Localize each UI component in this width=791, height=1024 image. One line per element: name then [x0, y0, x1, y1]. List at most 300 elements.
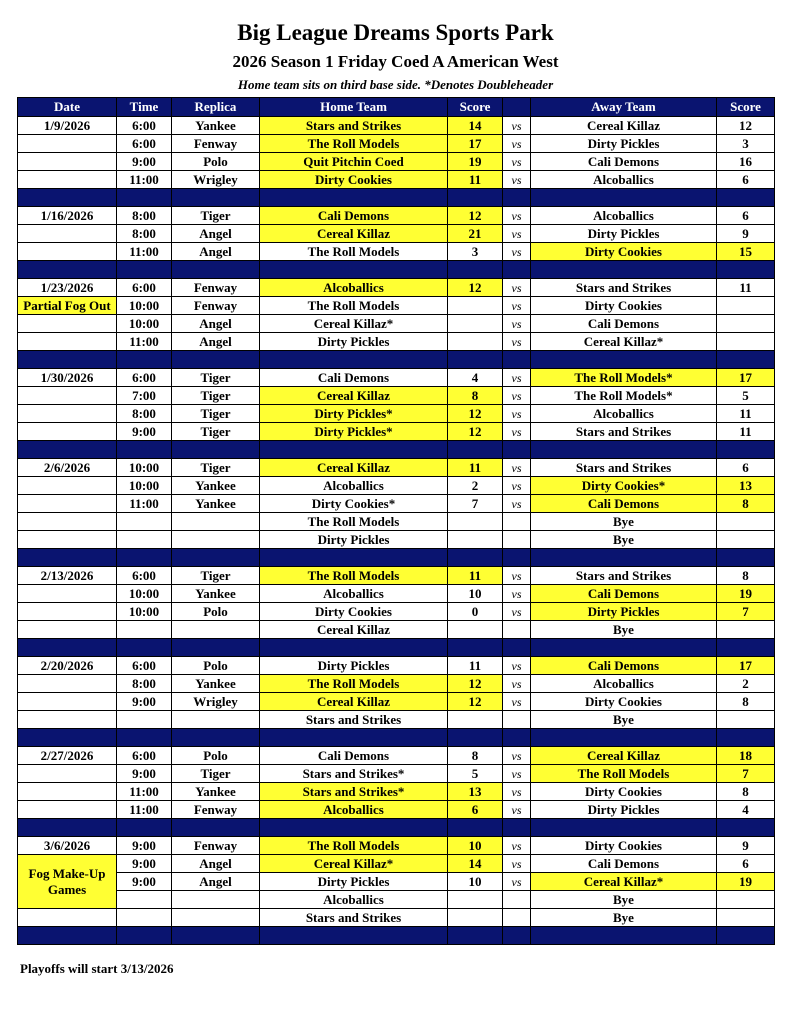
- home-score: 17: [448, 135, 503, 153]
- separator-cell: [531, 351, 717, 369]
- home-score: 13: [448, 783, 503, 801]
- separator-cell: [717, 819, 775, 837]
- away-team: Alcoballics: [531, 405, 717, 423]
- game-replica: Yankee: [172, 117, 260, 135]
- page-subtitle: 2026 Season 1 Friday Coed A American West: [232, 52, 559, 71]
- home-score: [448, 891, 503, 909]
- game-replica: Tiger: [172, 423, 260, 441]
- game-time: 6:00: [117, 567, 172, 585]
- separator-cell: [717, 441, 775, 459]
- page-title: Big League Dreams Sports Park: [237, 20, 554, 45]
- game-date: [18, 333, 117, 351]
- separator-cell: [18, 549, 117, 567]
- game-date: 1/30/2026: [18, 369, 117, 387]
- separator-cell: [18, 639, 117, 657]
- separator-cell: [531, 261, 717, 279]
- game-row: [18, 459, 775, 477]
- game-date: [18, 225, 117, 243]
- game-date: [18, 531, 117, 549]
- separator-cell: [503, 351, 531, 369]
- away-team: Bye: [531, 891, 717, 909]
- game-replica: Tiger: [172, 765, 260, 783]
- away-team: Dirty Pickles: [531, 801, 717, 819]
- game-row: [18, 477, 775, 495]
- vs-label: vs: [503, 117, 531, 135]
- game-date: [18, 783, 117, 801]
- col-header-replica: Replica: [172, 98, 260, 117]
- week-separator: [18, 639, 775, 657]
- vs-label: vs: [503, 225, 531, 243]
- separator-cell: [717, 927, 775, 945]
- separator-cell: [18, 351, 117, 369]
- game-date: [18, 477, 117, 495]
- vs-label: vs: [503, 459, 531, 477]
- game-replica: Angel: [172, 873, 260, 891]
- home-score: 10: [448, 585, 503, 603]
- away-score: 8: [717, 783, 775, 801]
- vs-label: vs: [503, 675, 531, 693]
- game-time: 6:00: [117, 279, 172, 297]
- game-time: 9:00: [117, 765, 172, 783]
- away-team: Stars and Strikes: [531, 567, 717, 585]
- away-score: 15: [717, 243, 775, 261]
- separator-cell: [172, 351, 260, 369]
- away-score: 17: [717, 657, 775, 675]
- away-score: 3: [717, 135, 775, 153]
- home-score: 11: [448, 657, 503, 675]
- game-replica: Tiger: [172, 387, 260, 405]
- separator-cell: [503, 729, 531, 747]
- separator-cell: [717, 549, 775, 567]
- home-score: [448, 315, 503, 333]
- game-time: 6:00: [117, 369, 172, 387]
- game-replica: Fenway: [172, 279, 260, 297]
- away-score: [717, 333, 775, 351]
- game-time: 11:00: [117, 801, 172, 819]
- separator-cell: [531, 549, 717, 567]
- vs-label: vs: [503, 693, 531, 711]
- separator-cell: [18, 927, 117, 945]
- away-team: Dirty Pickles: [531, 225, 717, 243]
- home-team: Cereal Killaz: [260, 621, 448, 639]
- away-team: Cali Demons: [531, 495, 717, 513]
- game-replica: Yankee: [172, 585, 260, 603]
- game-date: [18, 513, 117, 531]
- week-separator: [18, 927, 775, 945]
- home-team: Dirty Pickles: [260, 333, 448, 351]
- separator-cell: [531, 189, 717, 207]
- home-team: Cereal Killaz: [260, 459, 448, 477]
- week-separator: [18, 351, 775, 369]
- separator-cell: [531, 729, 717, 747]
- schedule-body: [18, 117, 775, 945]
- separator-cell: [260, 549, 448, 567]
- game-date: [18, 171, 117, 189]
- separator-cell: [18, 729, 117, 747]
- game-time: 6:00: [117, 117, 172, 135]
- game-date: [18, 585, 117, 603]
- game-row: [18, 369, 775, 387]
- week-note: Partial Fog Out: [18, 297, 117, 315]
- game-time: 9:00: [117, 873, 172, 891]
- home-score: [448, 711, 503, 729]
- game-date: [18, 765, 117, 783]
- away-score: 11: [717, 405, 775, 423]
- away-score: 11: [717, 423, 775, 441]
- game-row: [18, 765, 775, 783]
- game-replica: [172, 513, 260, 531]
- game-replica: Angel: [172, 243, 260, 261]
- home-score: 11: [448, 171, 503, 189]
- separator-cell: [448, 441, 503, 459]
- game-replica: Polo: [172, 603, 260, 621]
- away-score: [717, 621, 775, 639]
- away-team: Cali Demons: [531, 585, 717, 603]
- game-row: [18, 873, 775, 891]
- footer-note: Playoffs will start 3/13/2026: [20, 961, 174, 976]
- game-time: 11:00: [117, 495, 172, 513]
- vs-label: vs: [503, 495, 531, 513]
- col-header-time: Time: [117, 98, 172, 117]
- home-team: The Roll Models: [260, 297, 448, 315]
- home-team: Stars and Strikes: [260, 711, 448, 729]
- home-team: The Roll Models: [260, 243, 448, 261]
- away-team: Cali Demons: [531, 657, 717, 675]
- game-replica: Yankee: [172, 495, 260, 513]
- away-score: 19: [717, 585, 775, 603]
- game-row: [18, 693, 775, 711]
- home-team: Quit Pitchin Coed: [260, 153, 448, 171]
- separator-cell: [18, 261, 117, 279]
- game-row: [18, 117, 775, 135]
- vs-label: vs: [503, 279, 531, 297]
- away-score: 9: [717, 837, 775, 855]
- col-header-home-score: Score: [448, 98, 503, 117]
- away-score: [717, 711, 775, 729]
- home-score: 10: [448, 873, 503, 891]
- separator-cell: [717, 639, 775, 657]
- game-time: 10:00: [117, 603, 172, 621]
- week-separator: [18, 441, 775, 459]
- col-header-away-score: Score: [717, 98, 775, 117]
- game-time: 11:00: [117, 243, 172, 261]
- separator-cell: [260, 927, 448, 945]
- separator-cell: [717, 189, 775, 207]
- game-replica: Yankee: [172, 783, 260, 801]
- away-team: Bye: [531, 531, 717, 549]
- home-team: Stars and Strikes: [260, 909, 448, 927]
- home-team: Cereal Killaz*: [260, 855, 448, 873]
- away-team: Cali Demons: [531, 315, 717, 333]
- bye-row: [18, 711, 775, 729]
- separator-cell: [717, 351, 775, 369]
- separator-cell: [117, 729, 172, 747]
- game-row: [18, 279, 775, 297]
- away-team: Stars and Strikes: [531, 459, 717, 477]
- home-team: Stars and Strikes: [260, 117, 448, 135]
- game-replica: Polo: [172, 747, 260, 765]
- separator-cell: [117, 189, 172, 207]
- game-time: 6:00: [117, 657, 172, 675]
- away-team: Bye: [531, 711, 717, 729]
- home-score: 14: [448, 855, 503, 873]
- away-team: Cereal Killaz*: [531, 333, 717, 351]
- vs-label: vs: [503, 585, 531, 603]
- vs-label: vs: [503, 171, 531, 189]
- col-header-home-team: Home Team: [260, 98, 448, 117]
- vs-label: vs: [503, 765, 531, 783]
- game-time: 9:00: [117, 693, 172, 711]
- separator-cell: [18, 441, 117, 459]
- home-score: [448, 909, 503, 927]
- game-time: [117, 891, 172, 909]
- away-score: 12: [717, 117, 775, 135]
- game-replica: Fenway: [172, 837, 260, 855]
- vs-label: [503, 621, 531, 639]
- away-team: The Roll Models*: [531, 387, 717, 405]
- home-team: Alcoballics: [260, 279, 448, 297]
- game-time: 11:00: [117, 171, 172, 189]
- separator-cell: [531, 927, 717, 945]
- game-row: [18, 207, 775, 225]
- home-score: 7: [448, 495, 503, 513]
- week-separator: [18, 189, 775, 207]
- separator-cell: [531, 819, 717, 837]
- away-team: Cali Demons: [531, 153, 717, 171]
- bye-row: [18, 891, 775, 909]
- away-score: 7: [717, 765, 775, 783]
- game-replica: Wrigley: [172, 693, 260, 711]
- away-score: 8: [717, 495, 775, 513]
- separator-cell: [172, 639, 260, 657]
- separator-cell: [172, 927, 260, 945]
- away-team: Dirty Pickles: [531, 135, 717, 153]
- game-row: [18, 333, 775, 351]
- home-score: [448, 621, 503, 639]
- bye-row: [18, 621, 775, 639]
- away-score: 6: [717, 171, 775, 189]
- home-team: Cereal Killaz: [260, 387, 448, 405]
- separator-cell: [172, 189, 260, 207]
- game-row: [18, 567, 775, 585]
- bye-row: [18, 909, 775, 927]
- game-row: [18, 171, 775, 189]
- game-time: 11:00: [117, 783, 172, 801]
- separator-cell: [117, 927, 172, 945]
- away-team: Dirty Cookies: [531, 243, 717, 261]
- separator-cell: [503, 819, 531, 837]
- home-score: 12: [448, 405, 503, 423]
- game-row: [18, 747, 775, 765]
- separator-cell: [172, 819, 260, 837]
- separator-cell: [448, 261, 503, 279]
- game-time: [117, 711, 172, 729]
- home-score: 10: [448, 837, 503, 855]
- vs-label: vs: [503, 567, 531, 585]
- vs-label: vs: [503, 477, 531, 495]
- separator-cell: [260, 189, 448, 207]
- game-time: 8:00: [117, 225, 172, 243]
- game-date: [18, 405, 117, 423]
- game-date: [18, 387, 117, 405]
- week-separator: [18, 729, 775, 747]
- home-team: Cereal Killaz: [260, 693, 448, 711]
- away-team: Dirty Pickles: [531, 603, 717, 621]
- away-team: Dirty Cookies: [531, 783, 717, 801]
- home-team: Dirty Pickles*: [260, 405, 448, 423]
- game-replica: Angel: [172, 315, 260, 333]
- game-time: 9:00: [117, 855, 172, 873]
- vs-label: vs: [503, 243, 531, 261]
- home-score: 2: [448, 477, 503, 495]
- home-team: Alcoballics: [260, 891, 448, 909]
- game-replica: Yankee: [172, 477, 260, 495]
- header-note: Home team sits on third base side. *Denotes Doubleheader: [237, 77, 554, 92]
- home-score: 8: [448, 747, 503, 765]
- game-time: 8:00: [117, 207, 172, 225]
- away-score: 8: [717, 693, 775, 711]
- home-team: Cali Demons: [260, 207, 448, 225]
- game-date: [18, 423, 117, 441]
- away-score: [717, 513, 775, 531]
- separator-cell: [117, 639, 172, 657]
- separator-cell: [503, 549, 531, 567]
- home-score: 12: [448, 693, 503, 711]
- home-team: Stars and Strikes*: [260, 765, 448, 783]
- away-score: [717, 315, 775, 333]
- week-note: Fog Make-Up Games: [18, 855, 117, 909]
- game-date: [18, 801, 117, 819]
- game-row: [18, 225, 775, 243]
- separator-cell: [717, 729, 775, 747]
- col-header-away-team: Away Team: [531, 98, 717, 117]
- vs-label: vs: [503, 657, 531, 675]
- schedule-table: [17, 97, 775, 945]
- separator-cell: [503, 189, 531, 207]
- away-team: Dirty Cookies: [531, 837, 717, 855]
- separator-cell: [503, 261, 531, 279]
- week-separator: [18, 819, 775, 837]
- game-date: 1/23/2026: [18, 279, 117, 297]
- away-team: Cereal Killaz*: [531, 873, 717, 891]
- home-team: Dirty Pickles*: [260, 423, 448, 441]
- game-date: [18, 495, 117, 513]
- game-replica: Tiger: [172, 405, 260, 423]
- game-time: 9:00: [117, 423, 172, 441]
- game-replica: Tiger: [172, 459, 260, 477]
- vs-label: vs: [503, 315, 531, 333]
- bye-row: [18, 531, 775, 549]
- separator-cell: [260, 441, 448, 459]
- away-team: The Roll Models*: [531, 369, 717, 387]
- away-score: 6: [717, 459, 775, 477]
- game-replica: Angel: [172, 333, 260, 351]
- home-team: Dirty Cookies*: [260, 495, 448, 513]
- game-replica: Polo: [172, 657, 260, 675]
- game-row: [18, 153, 775, 171]
- game-time: 9:00: [117, 837, 172, 855]
- separator-cell: [260, 729, 448, 747]
- separator-cell: [260, 261, 448, 279]
- separator-cell: [503, 639, 531, 657]
- separator-cell: [117, 819, 172, 837]
- home-team: Dirty Pickles: [260, 657, 448, 675]
- vs-label: vs: [503, 405, 531, 423]
- game-time: [117, 909, 172, 927]
- game-replica: Fenway: [172, 801, 260, 819]
- bye-row: [18, 513, 775, 531]
- vs-label: vs: [503, 369, 531, 387]
- away-team: Bye: [531, 513, 717, 531]
- game-row: [18, 603, 775, 621]
- away-score: 8: [717, 567, 775, 585]
- game-time: 10:00: [117, 459, 172, 477]
- game-date: [18, 909, 117, 927]
- away-score: 2: [717, 675, 775, 693]
- away-team: Alcoballics: [531, 171, 717, 189]
- vs-label: vs: [503, 207, 531, 225]
- away-score: 11: [717, 279, 775, 297]
- week-separator: [18, 261, 775, 279]
- separator-cell: [448, 639, 503, 657]
- game-date: [18, 621, 117, 639]
- vs-label: vs: [503, 747, 531, 765]
- separator-cell: [531, 639, 717, 657]
- game-replica: [172, 909, 260, 927]
- vs-label: vs: [503, 783, 531, 801]
- away-team: Alcoballics: [531, 675, 717, 693]
- home-team: Cereal Killaz*: [260, 315, 448, 333]
- separator-cell: [260, 351, 448, 369]
- separator-cell: [117, 549, 172, 567]
- away-score: 17: [717, 369, 775, 387]
- game-date: 1/16/2026: [18, 207, 117, 225]
- vs-label: vs: [503, 387, 531, 405]
- game-row: [18, 405, 775, 423]
- home-team: Dirty Cookies: [260, 171, 448, 189]
- separator-cell: [448, 189, 503, 207]
- game-replica: Tiger: [172, 567, 260, 585]
- home-score: 19: [448, 153, 503, 171]
- game-date: [18, 693, 117, 711]
- home-score: 12: [448, 675, 503, 693]
- home-team: Cali Demons: [260, 747, 448, 765]
- away-team: Bye: [531, 621, 717, 639]
- game-replica: Wrigley: [172, 171, 260, 189]
- vs-label: [503, 891, 531, 909]
- home-team: The Roll Models: [260, 837, 448, 855]
- game-row: [18, 297, 775, 315]
- game-replica: [172, 891, 260, 909]
- separator-cell: [448, 819, 503, 837]
- game-row: [18, 423, 775, 441]
- separator-cell: [172, 729, 260, 747]
- header-row: [18, 98, 775, 117]
- vs-label: vs: [503, 135, 531, 153]
- away-score: 6: [717, 855, 775, 873]
- away-team: The Roll Models: [531, 765, 717, 783]
- game-replica: Angel: [172, 855, 260, 873]
- separator-cell: [503, 927, 531, 945]
- away-team: Cereal Killaz: [531, 117, 717, 135]
- game-date: [18, 243, 117, 261]
- game-row: [18, 243, 775, 261]
- home-score: 4: [448, 369, 503, 387]
- home-score: 11: [448, 459, 503, 477]
- away-score: 18: [717, 747, 775, 765]
- home-team: Dirty Pickles: [260, 531, 448, 549]
- game-row: [18, 495, 775, 513]
